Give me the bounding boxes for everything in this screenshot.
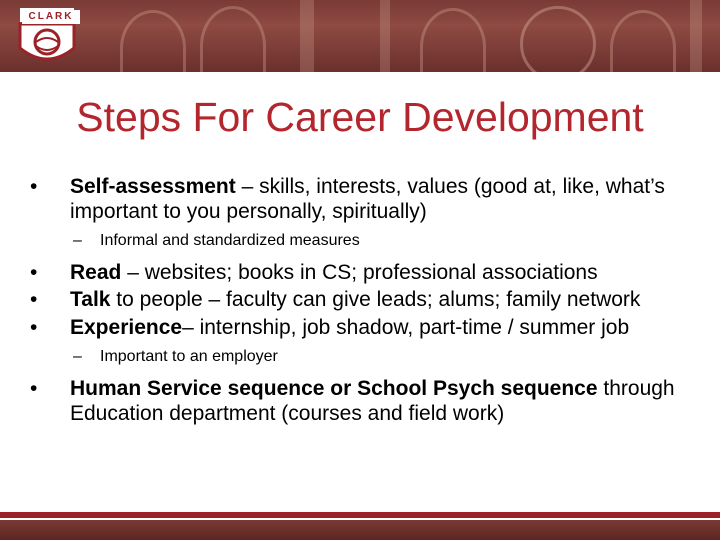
slide-title: Steps For Career Development [76, 94, 644, 140]
bullet-item [30, 376, 690, 426]
dash-icon: – [73, 348, 82, 365]
arch-decoration [200, 6, 266, 72]
pillar-decoration [380, 0, 390, 72]
bullet-item [30, 315, 690, 340]
bullet-icon: • [30, 377, 38, 400]
bullet-icon: • [30, 288, 38, 311]
bullet-text: – websites; books in CS; professional associations [121, 261, 598, 284]
bullet-heading: Self-assessment [70, 175, 236, 198]
arch-decoration [120, 10, 186, 72]
sub-bullet-item [30, 346, 690, 368]
bullet-text: to people – faculty can give leads; alums; family network [110, 288, 641, 311]
bullet-text: – skills, interests, values (good at, like, what’s important to you personally, spiritually) [70, 175, 665, 223]
clock-icon [520, 6, 596, 72]
footer-banner [0, 520, 720, 540]
sub-bullet-text: Informal and standardized measures [100, 232, 360, 249]
bullet-item [30, 287, 690, 312]
clark-logo [8, 4, 80, 70]
arch-decoration [420, 8, 486, 72]
bullet-heading: Human Service sequence or School Psych sequence [70, 377, 598, 400]
bullet-text: through Education department (courses and field work) [70, 377, 675, 425]
pillar-decoration [690, 0, 702, 72]
bullet-icon: • [30, 261, 38, 284]
bullet-heading: Experience [70, 316, 183, 339]
sub-bullet-text: Important to an employer [100, 348, 278, 365]
bullet-icon: • [30, 175, 38, 198]
bullet-list [30, 174, 690, 426]
bullet-heading: Talk [70, 288, 111, 311]
bullet-text: – internship, job shadow, part-time / summer job [182, 316, 630, 339]
dash-icon: – [73, 232, 82, 249]
bullet-item [30, 174, 690, 224]
footer-divider [0, 512, 720, 518]
logo-wordmark: CLARK [22, 10, 80, 24]
bullet-item [30, 260, 690, 285]
header-banner [0, 0, 720, 72]
bullet-icon: • [30, 316, 38, 339]
sub-bullet-item [30, 230, 690, 252]
bullet-heading: Read [70, 261, 122, 284]
pillar-decoration [300, 0, 314, 72]
arch-decoration [610, 10, 676, 72]
